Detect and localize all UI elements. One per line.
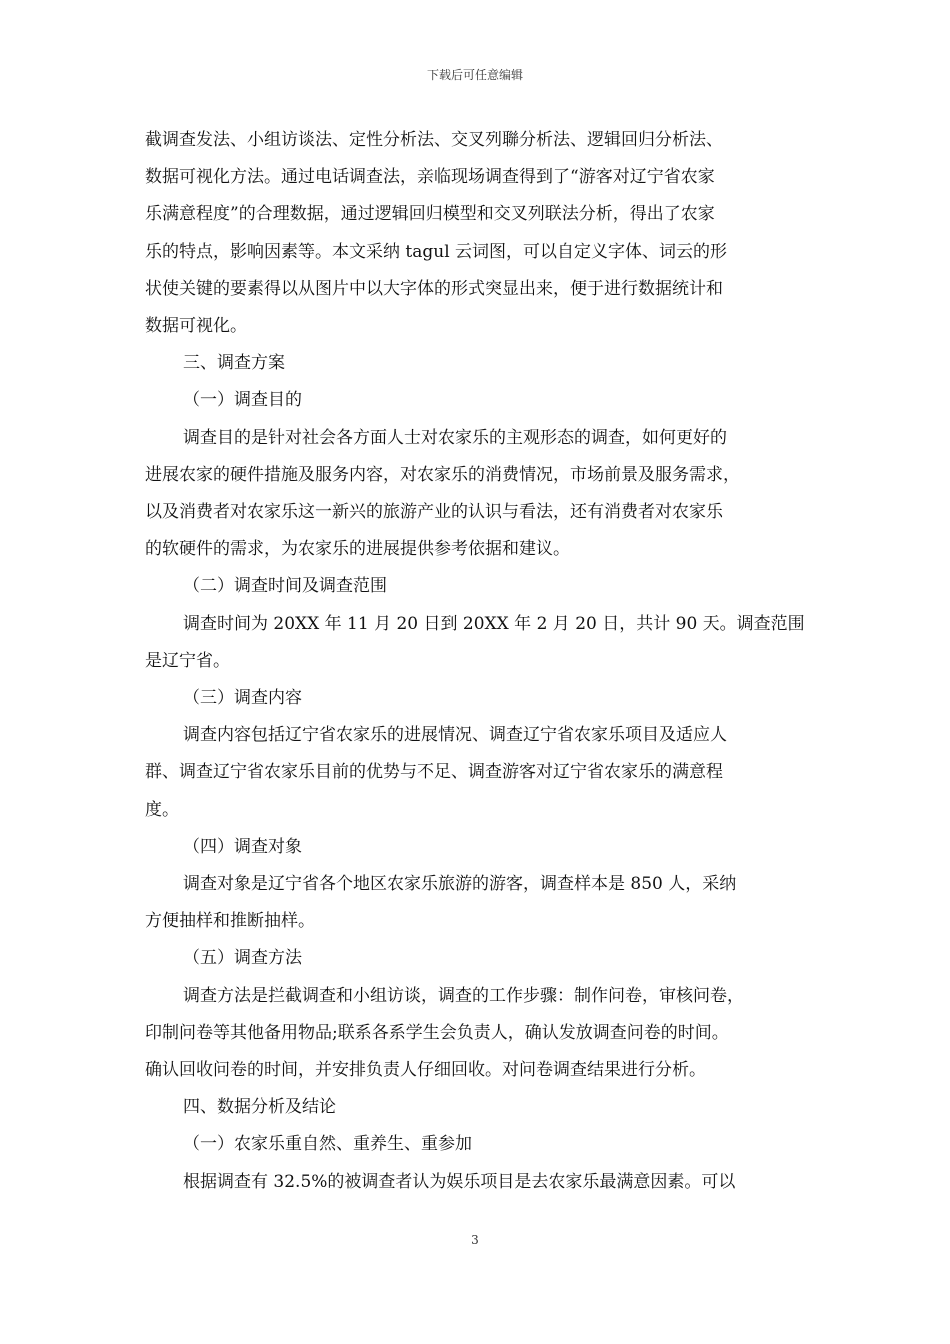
subsection-heading: （四）调查对象: [183, 836, 302, 857]
body-line: 数据可视化方法。通过电话调查法，亲临现场调查得到了“游客对辽宁省农家: [145, 167, 715, 188]
body-line: 群、调查辽宁省农家乐目前的优势与不足、调查游客对辽宁省农家乐的满意程: [145, 762, 723, 783]
body-line: 调查对象是辽宁省各个地区农家乐旅游的游客，调查样本是 850 人，采纳: [183, 874, 737, 895]
page-number: 3: [471, 1233, 479, 1247]
body-line: 调查方法是拦截调查和小组访谈，调查的工作步骤：制作问卷，审核问卷，: [183, 985, 744, 1006]
body-line: 数据可视化。: [145, 316, 247, 337]
body-line: 调查目的是针对社会各方面人士对农家乐的主观形态的调查，如何更好的: [183, 427, 727, 448]
body-line: 确认回收问卷的时间，并安排负责人仔细回收。对问卷调查结果进行分析。: [145, 1060, 706, 1081]
body-line: 状使关键的要素得以从图片中以大字体的形式突显出来，便于进行数据统计和: [145, 278, 723, 299]
body-line: 印制问卷等其他备用物品;联系各系学生会负责人，确认发放调查问卷的时间。: [145, 1022, 729, 1043]
subsection-heading: （三）调查内容: [183, 688, 302, 709]
body-line: 度。: [145, 799, 179, 820]
body-line: 进展农家的硬件措施及服务内容，对农家乐的消费情况，市场前景及服务需求，: [145, 464, 740, 485]
document-body: [145, 122, 807, 1201]
body-line: 乐的特点，影响因素等。本文采纳 tagul 云词图，可以自定义字体、词云的形: [145, 241, 728, 262]
subsection-heading: （一）调查目的: [183, 390, 302, 411]
section-heading: 三、调查方案: [183, 353, 285, 374]
body-line: 方便抽样和推断抽样。: [145, 911, 315, 932]
body-line: 以及消费者对农家乐这一新兴的旅游产业的认识与看法，还有消费者对农家乐: [145, 502, 723, 523]
section-heading: 四、数据分析及结论: [183, 1097, 336, 1118]
body-line: 的软硬件的需求，为农家乐的进展提供参考依据和建议。: [145, 539, 570, 560]
body-line: 乐满意程度”的合理数据，通过逻辑回归模型和交叉列联法分析，得出了农家: [145, 204, 715, 225]
body-line: 是辽宁省。: [145, 650, 230, 671]
page-header: 下载后可任意编辑: [426, 68, 523, 82]
body-line: 截调查发法、小组访谈法、定性分析法、交叉列聯分析法、逻辑回归分析法、: [145, 130, 723, 150]
subsection-heading: （五）调查方法: [183, 948, 302, 969]
subsection-heading: （一）农家乐重自然、重养生、重参加: [183, 1134, 472, 1155]
body-line: 调查时间为 20XX 年 11 月 20 日到 20XX 年 2 月 20 日，共计 90 天。调查范围: [183, 613, 805, 634]
body-line: 根据调查有 32.5%的被调查者认为娱乐项目是去农家乐最满意因素。可以: [183, 1171, 736, 1192]
subsection-heading: （二）调查时间及调查范围: [183, 576, 387, 597]
body-line: 调查内容包括辽宁省农家乐的进展情况、调查辽宁省农家乐项目及适应人: [183, 725, 727, 746]
